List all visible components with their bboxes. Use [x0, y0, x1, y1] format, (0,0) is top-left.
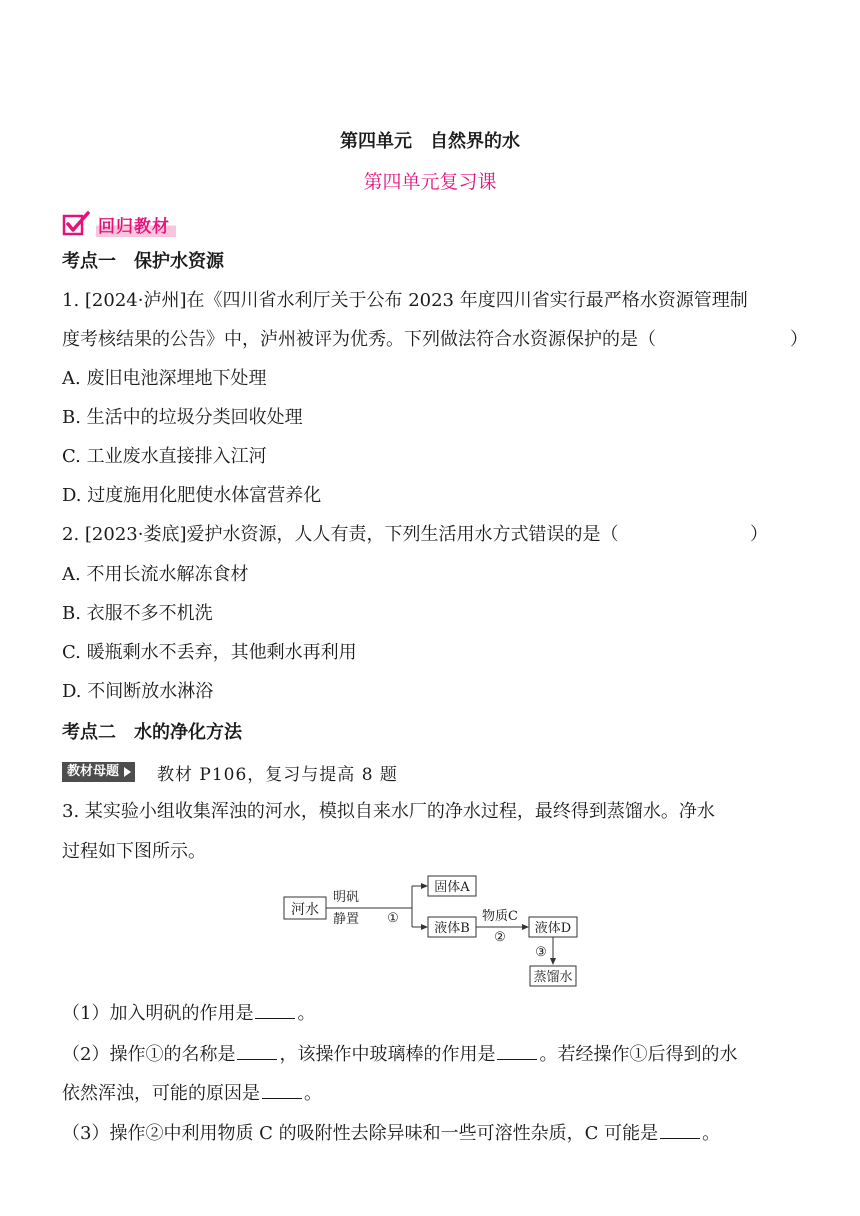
- q3-sub-2-text-2: ，该操作中玻璃棒的作用是: [279, 1044, 496, 1065]
- arrow-head-liquid-b: [421, 924, 428, 930]
- review-textbook-label: 回归教材: [96, 212, 176, 237]
- substance-c-label: 物质C: [482, 909, 518, 924]
- q3-sub-2-text-3: 。若经操作①后得到的水: [539, 1044, 738, 1065]
- q3-sub-2-text-1: （2）操作①的名称是: [62, 1044, 236, 1065]
- step-1-label: ①: [387, 911, 399, 926]
- q3-sub-3: [62, 1120, 720, 1146]
- q1-option-a: A. 废旧电池深埋地下处理: [62, 368, 267, 389]
- play-arrow-icon: [124, 767, 131, 777]
- q1-option-d: D. 过度施用化肥使水体富营养化: [62, 485, 322, 506]
- q3-stem-line-1: 3. 某实验小组收集浑浊的河水，模拟自来水厂的净水过程，最终得到蒸馏水。净水: [62, 801, 715, 822]
- q3-sub-2-line-2: [62, 1080, 322, 1106]
- answer-blank[interactable]: [660, 1120, 700, 1139]
- arrow-head-distilled: [550, 958, 556, 965]
- purification-flow-diagram: [0, 870, 860, 990]
- q3-sub-2-text-4: 依然浑浊，可能的原因是: [62, 1083, 260, 1104]
- q3-sub-2-text-5: 。: [304, 1083, 322, 1104]
- topic-heading-1: 考点一 保护水资源: [62, 251, 224, 272]
- alum-label: 明矾: [332, 890, 360, 905]
- step-2-label: ②: [494, 930, 506, 945]
- textbook-source-badge: [62, 762, 135, 782]
- unit-title: 第四单元 自然界的水: [340, 131, 520, 152]
- q3-sub-3-end: 。: [702, 1123, 721, 1144]
- textbook-source-badge-label: 教材母题: [67, 764, 120, 779]
- checkbox-check-icon: [62, 211, 92, 237]
- answer-blank[interactable]: [237, 1041, 277, 1060]
- q3-sub-1-text: （1）加入明矾的作用是: [62, 1003, 254, 1024]
- textbook-reference-text: 教材 P106，复习与提高 8 题: [157, 764, 398, 785]
- q3-sub-1: [62, 1000, 315, 1026]
- review-textbook-badge: [62, 211, 176, 237]
- q1-option-b: B. 生活中的垃圾分类回收处理: [62, 407, 303, 428]
- answer-blank[interactable]: [497, 1041, 537, 1060]
- arrow-head-liquid-d: [522, 924, 529, 930]
- q3-sub-3-text: （3）操作②中利用物质 C 的吸附性去除异味和一些可溶性杂质，C 可能是: [62, 1123, 659, 1144]
- topic-heading-2: 考点二 水的净化方法: [62, 722, 242, 743]
- q2-option-b: B. 衣服不多不机洗: [62, 603, 213, 624]
- liquid-b-label: 液体B: [434, 921, 470, 936]
- q2-answer-paren-close: ）: [750, 524, 768, 545]
- q2-stem: 2. [2023·娄底]爱护水资源，人人有责，下列生活用水方式错误的是（: [62, 524, 619, 545]
- textbook-reference: [62, 760, 398, 784]
- q3-sub-2-line-1: [62, 1041, 737, 1067]
- q3-sub-1-end: 。: [297, 1003, 316, 1024]
- distilled-water-label: 蒸馏水: [533, 970, 573, 985]
- answer-blank[interactable]: [255, 1000, 295, 1019]
- solid-a-label: 固体A: [434, 880, 470, 895]
- q2-option-a: A. 不用长流水解冻食材: [62, 564, 249, 585]
- q1-option-c: C. 工业废水直接排入江河: [62, 446, 267, 467]
- step-3-label: ③: [535, 945, 547, 960]
- river-water-label: 河水: [291, 902, 319, 918]
- q1-answer-paren-close: ）: [790, 329, 808, 350]
- lesson-title: 第四单元复习课: [363, 171, 497, 193]
- arrow-head-solid: [421, 883, 428, 889]
- q3-stem-line-2: 过程如下图所示。: [62, 841, 206, 862]
- q2-option-d: D. 不间断放水淋浴: [62, 681, 214, 702]
- q2-option-c: C. 暖瓶剩水不丢弃，其他剩水再利用: [62, 642, 357, 663]
- liquid-d-label: 液体D: [534, 921, 572, 936]
- q1-stem-line-1: 1. [2024·泸州]在《四川省水利厅关于公布 2023 年度四川省实行最严格水资源管理制: [62, 290, 748, 311]
- q1-stem-line-2: 度考核结果的公告》中，泸州被评为优秀。下列做法符合水资源保护的是（: [62, 329, 656, 350]
- settle-label: 静置: [332, 912, 360, 927]
- answer-blank[interactable]: [262, 1080, 302, 1099]
